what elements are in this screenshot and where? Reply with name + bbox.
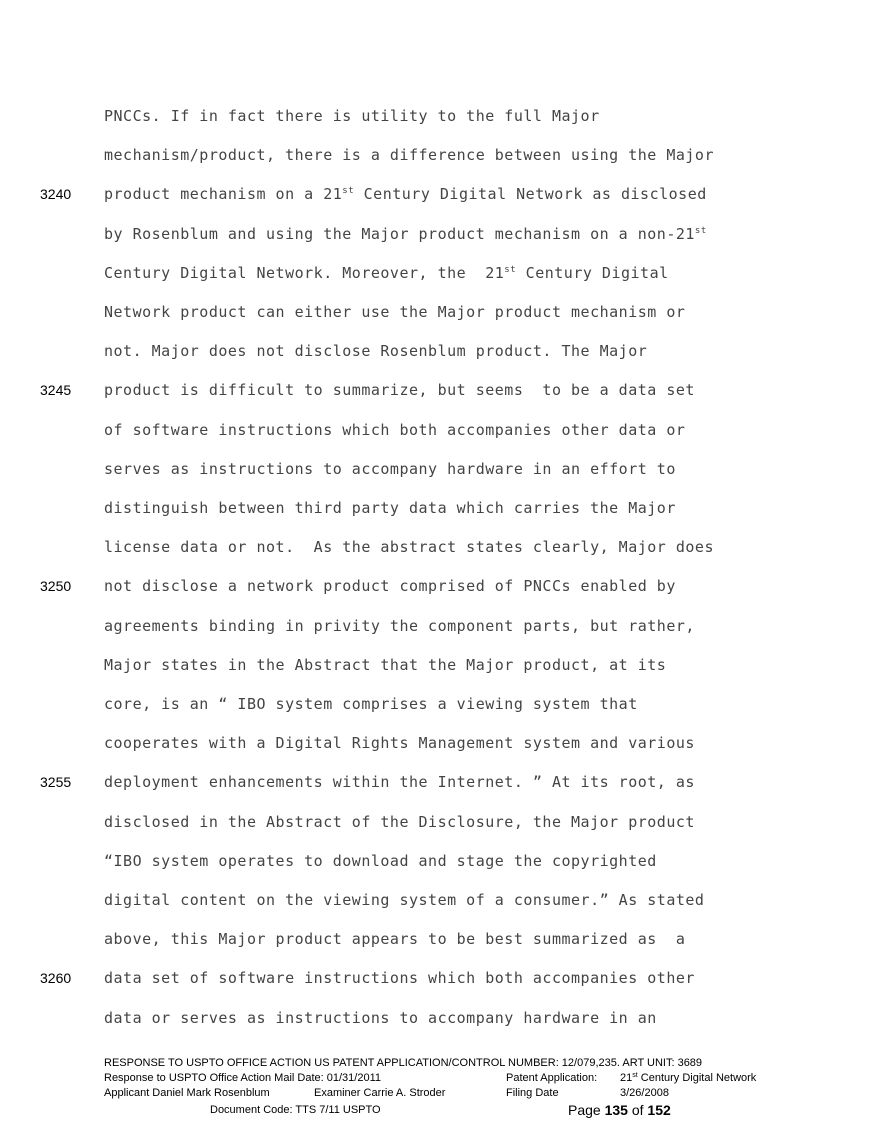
- body-line: [104, 655, 666, 675]
- body-line: [104, 302, 685, 322]
- body-line: [104, 184, 707, 204]
- body-line: [104, 1008, 657, 1028]
- body-line: [104, 145, 714, 165]
- body-line-text: mechanism/product, there is a difference between using the Major: [104, 146, 714, 164]
- page-label: Page: [568, 1102, 601, 1118]
- body-line-text: digital content on the viewing system of a consumer.” As stated: [104, 891, 705, 909]
- footer-row-4: [104, 1101, 804, 1119]
- body-line-text: cooperates with a Digital Rights Management system and various: [104, 734, 695, 752]
- body-line-text: disclosed in the Abstract of the Disclosure, the Major product: [104, 813, 695, 831]
- footer-examiner: Examiner Carrie A. Stroder: [314, 1087, 446, 1099]
- body-line: [104, 459, 676, 479]
- page-of: of: [631, 1102, 644, 1118]
- body-line: [104, 890, 704, 910]
- line-number: 3250: [40, 578, 72, 594]
- body-line-text: of software instructions which both accompanies other data or: [104, 421, 686, 439]
- body-line-superscript: st: [342, 186, 355, 196]
- body-line-text: PNCCs. If in fact there is utility to the full Major: [104, 107, 600, 125]
- body-line-text: license data or not. As the abstract states clearly, Major does: [104, 538, 714, 556]
- body-line-text: above, this Major product appears to be best summarized as a: [104, 930, 686, 948]
- line-number: 3260: [40, 970, 72, 986]
- footer-applicant: Applicant Daniel Mark Rosenblum: [104, 1087, 270, 1099]
- body-line-text: Network product can either use the Major product mechanism or: [104, 303, 686, 321]
- line-number: 3245: [40, 382, 72, 398]
- body-line-text: core, is an “ IBO system comprises a viewing system that: [104, 695, 638, 713]
- footer-filing-date-label: Filing Date: [506, 1087, 559, 1099]
- body-line-text: product is difficult to summarize, but seems to be a data set: [104, 381, 695, 399]
- body-line-text: data or serves as instructions to accompany hardware in an: [104, 1009, 657, 1027]
- body-line-superscript: st: [694, 226, 707, 236]
- footer-response-mail-date: Response to USPTO Office Action Mail Date: 01/31/2011: [104, 1072, 381, 1084]
- body-line: [104, 106, 600, 126]
- body-line-text: Century Digital Network. Moreover, the 21: [104, 264, 505, 282]
- footer-row-2: [104, 1071, 804, 1086]
- body-line-text: serves as instructions to accompany hardware in an effort to: [104, 460, 676, 478]
- footer-patent-title-sup: st: [632, 1072, 638, 1079]
- body-line: [104, 341, 647, 361]
- footer-filing-date: 3/26/2008: [620, 1087, 669, 1099]
- footer-document-code: Document Code: TTS 7/11 USPTO: [210, 1104, 381, 1116]
- line-number: 3255: [40, 774, 72, 790]
- body-line: [104, 576, 676, 596]
- body-line-text: “IBO system operates to download and stage the copyrighted: [104, 852, 657, 870]
- body-line: [104, 694, 638, 714]
- body-line: [104, 812, 695, 832]
- body-line: [104, 537, 714, 557]
- body-line-superscript: st: [504, 265, 517, 275]
- body-line-text: Major states in the Abstract that the Major product, at its: [104, 656, 667, 674]
- body-line-text: distinguish between third party data which carries the Major: [104, 499, 676, 517]
- body-line: [104, 224, 707, 244]
- footer-row-1: [104, 1056, 804, 1071]
- body-line: [104, 733, 695, 753]
- footer-patent-title-post: Century Digital Network: [637, 1072, 757, 1084]
- body-line-text: product mechanism on a 21: [104, 185, 343, 203]
- body-line-text: Century Digital Network as disclosed: [354, 185, 707, 203]
- body-line-text: agreements binding in privity the component parts, but rather,: [104, 617, 695, 635]
- page-footer: [104, 1056, 804, 1119]
- body-line: [104, 772, 695, 792]
- body-line-text: by Rosenblum and using the Major product mechanism on a non-21: [104, 225, 695, 243]
- footer-patent-application-title: [620, 1071, 756, 1086]
- body-line: [104, 420, 685, 440]
- body-line: [104, 498, 676, 518]
- line-number: 3240: [40, 186, 72, 202]
- footer-response-header: RESPONSE TO USPTO OFFICE ACTION US PATENT APPLICATION/CONTROL NUMBER: 12/079,235. ART UNIT: 3689: [104, 1057, 703, 1069]
- page-current: 135: [604, 1102, 628, 1118]
- body-line: [104, 851, 657, 871]
- body-line-text: deployment enhancements within the Internet. ” At its root, as: [104, 773, 695, 791]
- page-indicator: [568, 1101, 671, 1119]
- footer-patent-application-label: Patent Application:: [506, 1072, 598, 1084]
- body-line: [104, 616, 695, 636]
- body-line: [104, 929, 685, 949]
- page-total: 152: [647, 1102, 671, 1118]
- footer-patent-title-pre: 21: [620, 1072, 633, 1084]
- body-line-text: data set of software instructions which both accompanies other: [104, 969, 695, 987]
- body-line: [104, 263, 669, 283]
- body-line: [104, 968, 695, 988]
- body-line-text: Century Digital: [516, 264, 669, 282]
- footer-row-3: [104, 1086, 804, 1101]
- body-line-text: not. Major does not disclose Rosenblum product. The Major: [104, 342, 648, 360]
- body-line: [104, 380, 695, 400]
- body-line-text: not disclose a network product comprised of PNCCs enabled by: [104, 577, 676, 595]
